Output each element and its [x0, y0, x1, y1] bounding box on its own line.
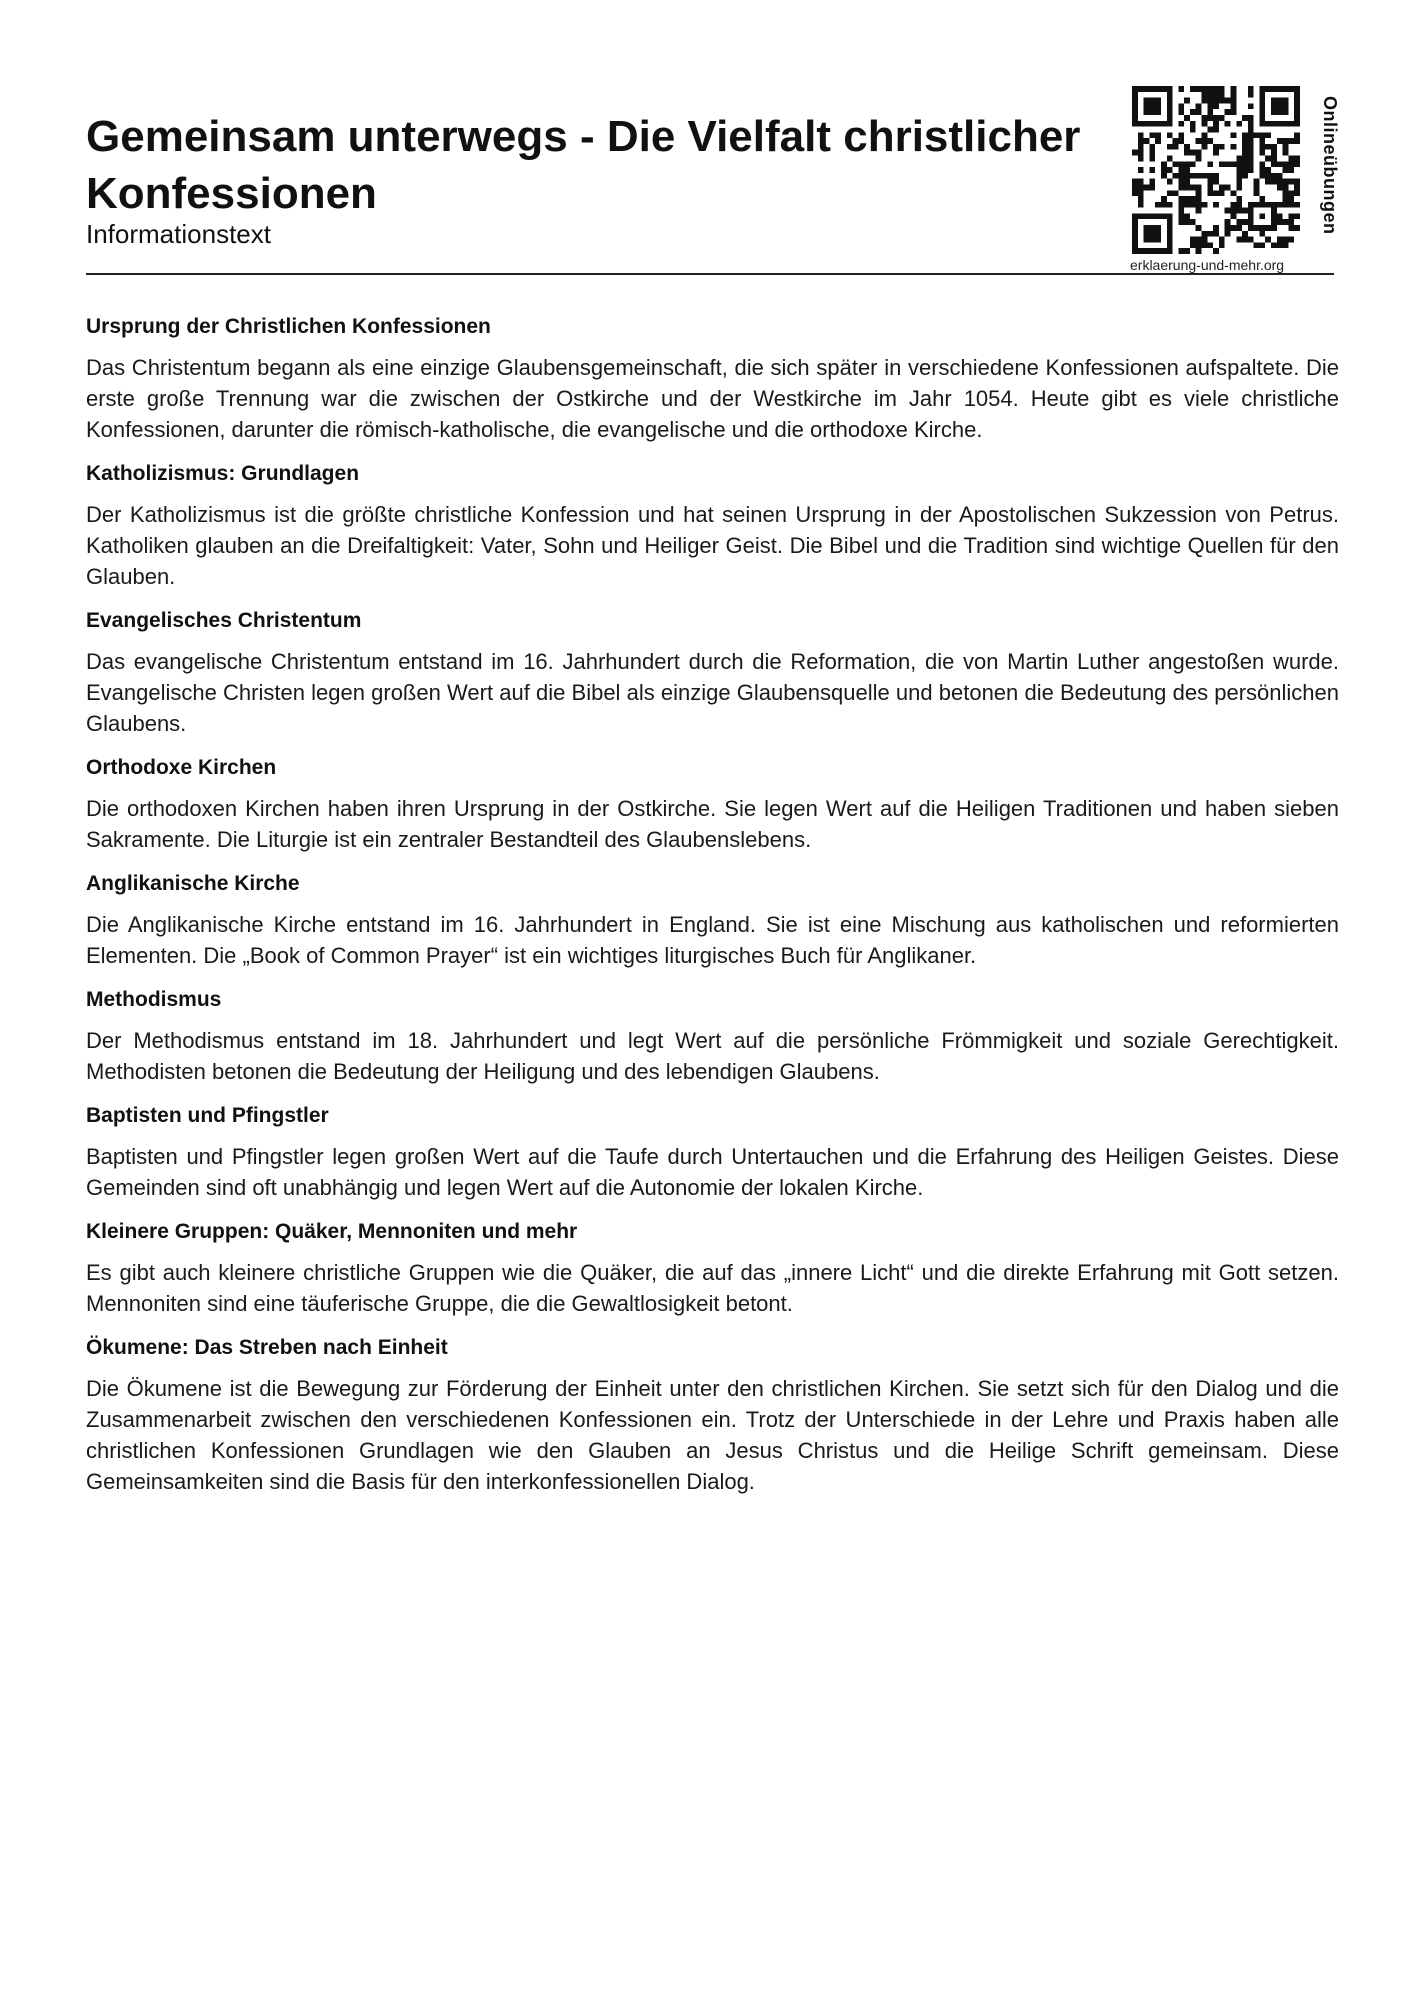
header-divider: [86, 273, 1334, 275]
section-heading: Methodismus: [86, 988, 222, 1011]
section-heading: Katholizismus: Grundlagen: [86, 462, 360, 485]
section-evangelisch: [86, 606, 1339, 739]
section-heading: Anglikanische Kirche: [86, 872, 300, 895]
section-paragraph: Die orthodoxen Kirchen haben ihren Ursprung in der Ostkirche. Sie legen Wert auf die Heiligen Traditionen und haben sieben Sakramente. Die Liturgie ist ein zentraler Bestandteil des Glaubenslebens.: [86, 796, 1339, 852]
text-content: [86, 312, 1339, 1511]
page-header: [86, 86, 1340, 274]
section-heading: Evangelisches Christentum: [86, 609, 362, 632]
section-anglikanisch: [86, 869, 1339, 971]
section-orthodox: [86, 753, 1339, 855]
section-paragraph: Es gibt auch kleinere christliche Gruppen wie die Quäker, die auf das „innere Licht“ und die direkte Erfahrung mit Gott setzen. Mennoniten sind eine täuferische Gruppe, die die Gewaltlosigkeit betont.: [86, 1260, 1339, 1316]
section-heading: Ursprung der Christlichen Konfessionen: [86, 315, 491, 338]
section-methodismus: [86, 985, 1339, 1087]
section-paragraph: Die Ökumene ist die Bewegung zur Förderung der Einheit unter den christlichen Kirchen. Sie setzt sich für den Dialog und die Zusammenarbeit zwischen den verschiedenen Konfessionen ein. Trotz der Unterschiede in der Lehre und Praxis haben alle christlichen Konfessionen Grundlagen wie den Glauben an Jesus Christus und die Heilige Schrift gemeinsam. Diese Gemeinsamkeiten sind die Basis für den interkonfessionellen Dialog.: [86, 1376, 1339, 1494]
qr-side-label: Onlineübungen: [1320, 96, 1340, 235]
section-heading: Kleinere Gruppen: Quäker, Mennoniten und mehr: [86, 1220, 578, 1243]
section-kleinere-gruppen: [86, 1217, 1339, 1319]
section-paragraph: Das evangelische Christentum entstand im 16. Jahrhundert durch die Reformation, die von Martin Luther angestoßen wurde. Evangelische Christen legen großen Wert auf die Bibel als einzige Glaubensquelle und betonen die Bedeutung des persönlichen Glaubens.: [86, 649, 1339, 736]
section-oekumene: [86, 1333, 1339, 1497]
section-paragraph: Baptisten und Pfingstler legen großen Wert auf die Taufe durch Untertauchen und die Erfahrung des Heiligen Geistes. Diese Gemeinden sind oft unabhängig und legen Wert auf die Autonomie der lokalen Kirche.: [86, 1144, 1339, 1200]
qr-url-label: erklaerung-und-mehr.org: [1130, 257, 1285, 273]
section-paragraph: Das Christentum begann als eine einzige Glaubensgemeinschaft, die sich später in verschiedene Konfessionen aufspaltete. Die erste große Trennung war die zwischen der Ostkirche und der Westkirche im Jahr 1054. Heute gibt es viele christliche Konfessionen, darunter die römisch-katholische, die evangelische und die orthodoxe Kirche.: [86, 355, 1339, 442]
section-heading: Ökumene: Das Streben nach Einheit: [86, 1336, 448, 1359]
qr-block[interactable]: [1124, 86, 1340, 274]
section-paragraph: Der Katholizismus ist die größte christliche Konfession und hat seinen Ursprung in der Apostolischen Sukzession von Petrus. Katholiken glauben an die Dreifaltigkeit: Vater, Sohn und Heiliger Geist. Die Bibel und die Tradition sind wichtige Quellen für den Glauben.: [86, 502, 1339, 589]
page-title: Gemeinsam unterwegs - Die Vielfalt christlicher Konfessionen: [86, 112, 1081, 218]
section-katholizismus: [86, 459, 1339, 592]
section-heading: Baptisten und Pfingstler: [86, 1104, 329, 1127]
page-subtitle: Informationstext: [86, 219, 271, 249]
section-heading: Orthodoxe Kirchen: [86, 756, 277, 779]
section-baptisten: [86, 1101, 1339, 1203]
section-paragraph: Die Anglikanische Kirche entstand im 16. Jahrhundert in England. Sie ist eine Mischung aus katholischen und reformierten Elementen. Die „Book of Common Prayer“ ist ein wichtiges liturgisches Buch für Anglikaner.: [86, 912, 1339, 968]
section-ursprung: [86, 312, 1339, 445]
section-paragraph: Der Methodismus entstand im 18. Jahrhundert und legt Wert auf die persönliche Frömmigkeit und soziale Gerechtigkeit. Methodisten betonen die Bedeutung der Heiligung und des lebendigen Glaubens.: [86, 1028, 1339, 1084]
qr-code-icon[interactable]: [1132, 86, 1300, 254]
